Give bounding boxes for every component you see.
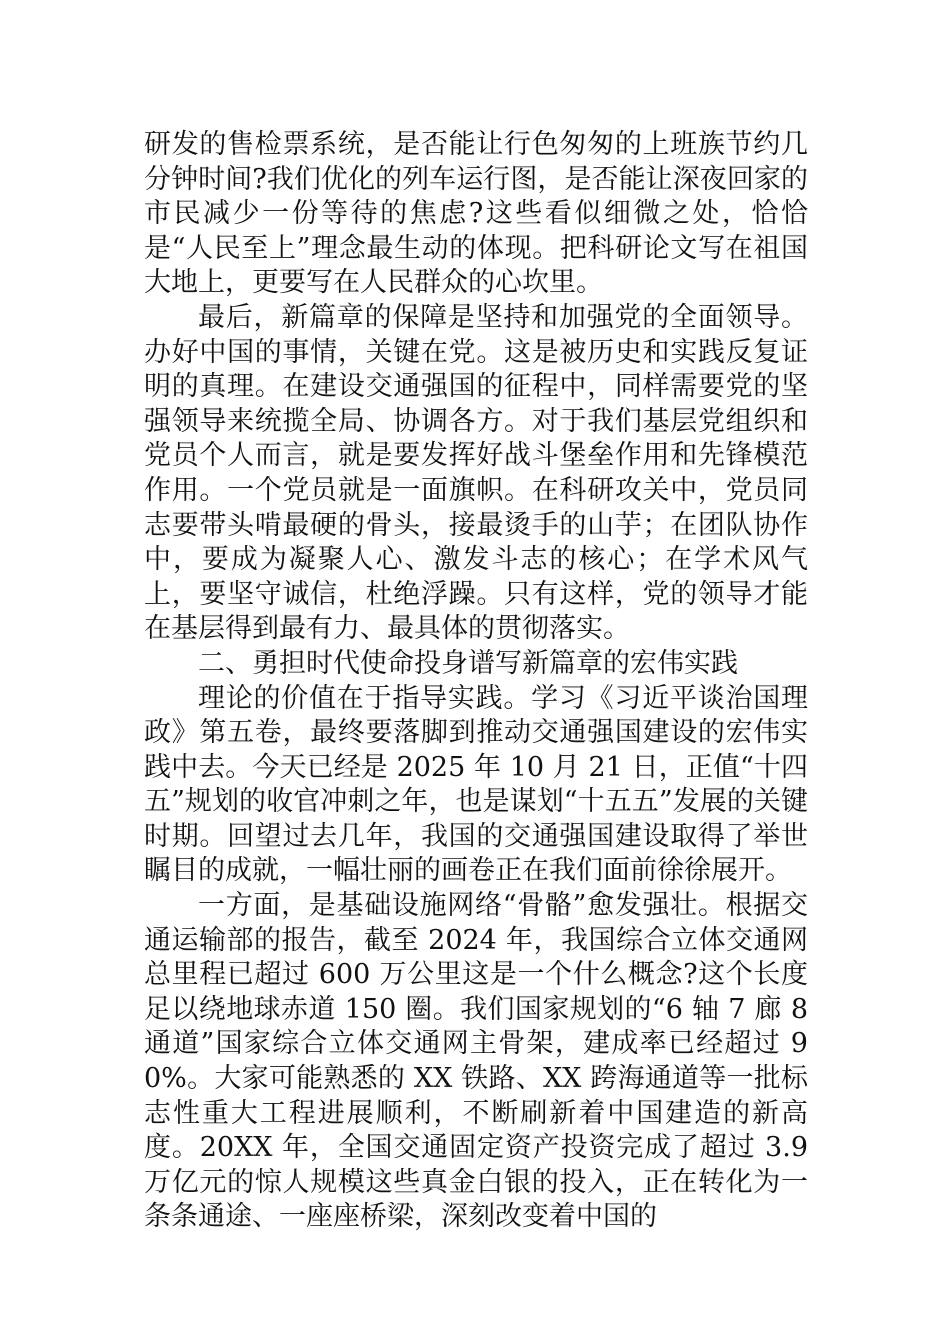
section-heading: 二、勇担时代使命投身谱写新篇章的宏伟实践 (198, 647, 738, 679)
document-body (144, 128, 808, 1235)
paragraph-3: 理论的价值在于指导实践。学习《习近平谈治国理政》第五卷，最终要落脚到推动交通强国建设的宏伟实践中去。今天已经是 2025 年 10 月 21 日，正值“十四五”规划的收官冲刺之年，也是谋划“十五五”发展的关键时期。回望过去几年，我国的交通强国建设取得了举世瞩目的成就，一幅壮丽的画卷正在我们面前徐徐展开。 (144, 682, 808, 887)
paragraph-4: 一方面，是基础设施网络“骨骼”愈发强壮。根据交通运输部的报告，截至 2024 年，我国综合立体交通网总里程已超过 600 万公里这是一个什么概念?这个长度足以绕地球赤道 150 圈。我们国家规划的“6 轴 7 廊 8 通道”国家综合立体交通网主骨架，建成率已经超过 90%。大家可能熟悉的 XX 铁路、XX 跨海通道等一批标志性重大工程进展顺利，不断刷新着中国建造的新高度。20XX 年，全国交通固定资产投资完成了超过 3.9 万亿元的惊人规模这些真金白银的投入，正在转化为一条条通途、一座座桥梁，深刻改变着中国的 (144, 890, 808, 1233)
paragraph-2: 最后，新篇章的保障是坚持和加强党的全面领导。办好中国的事情，关键在党。这是被历史和实践反复证明的真理。在建设交通强国的征程中，同样需要党的坚强领导来统揽全局、协调各方。对于我们基层党组织和党员个人而言，就是要发挥好战斗堡垒作用和先锋模范作用。一个党员就是一面旗帜。在科研攻关中，党员同志要带头啃最硬的骨头，接最烫手的山芋；在团队协作中，要成为凝聚人心、激发斗志的核心；在学术风气上，要坚守诚信，杜绝浮躁。只有这样，党的领导才能在基层得到最有力、最具体的贯彻落实。 (144, 301, 808, 645)
paragraph-1: 研发的售检票系统，是否能让行色匆匆的上班族节约几分钟时间?我们优化的列车运行图，是否能让深夜回家的市民减少一份等待的焦虑?这些看似细微之处，恰恰是“人民至上”理念最生动的体现。把科研论文写在祖国大地上，更要写在人民群众的心坎里。 (144, 129, 808, 299)
